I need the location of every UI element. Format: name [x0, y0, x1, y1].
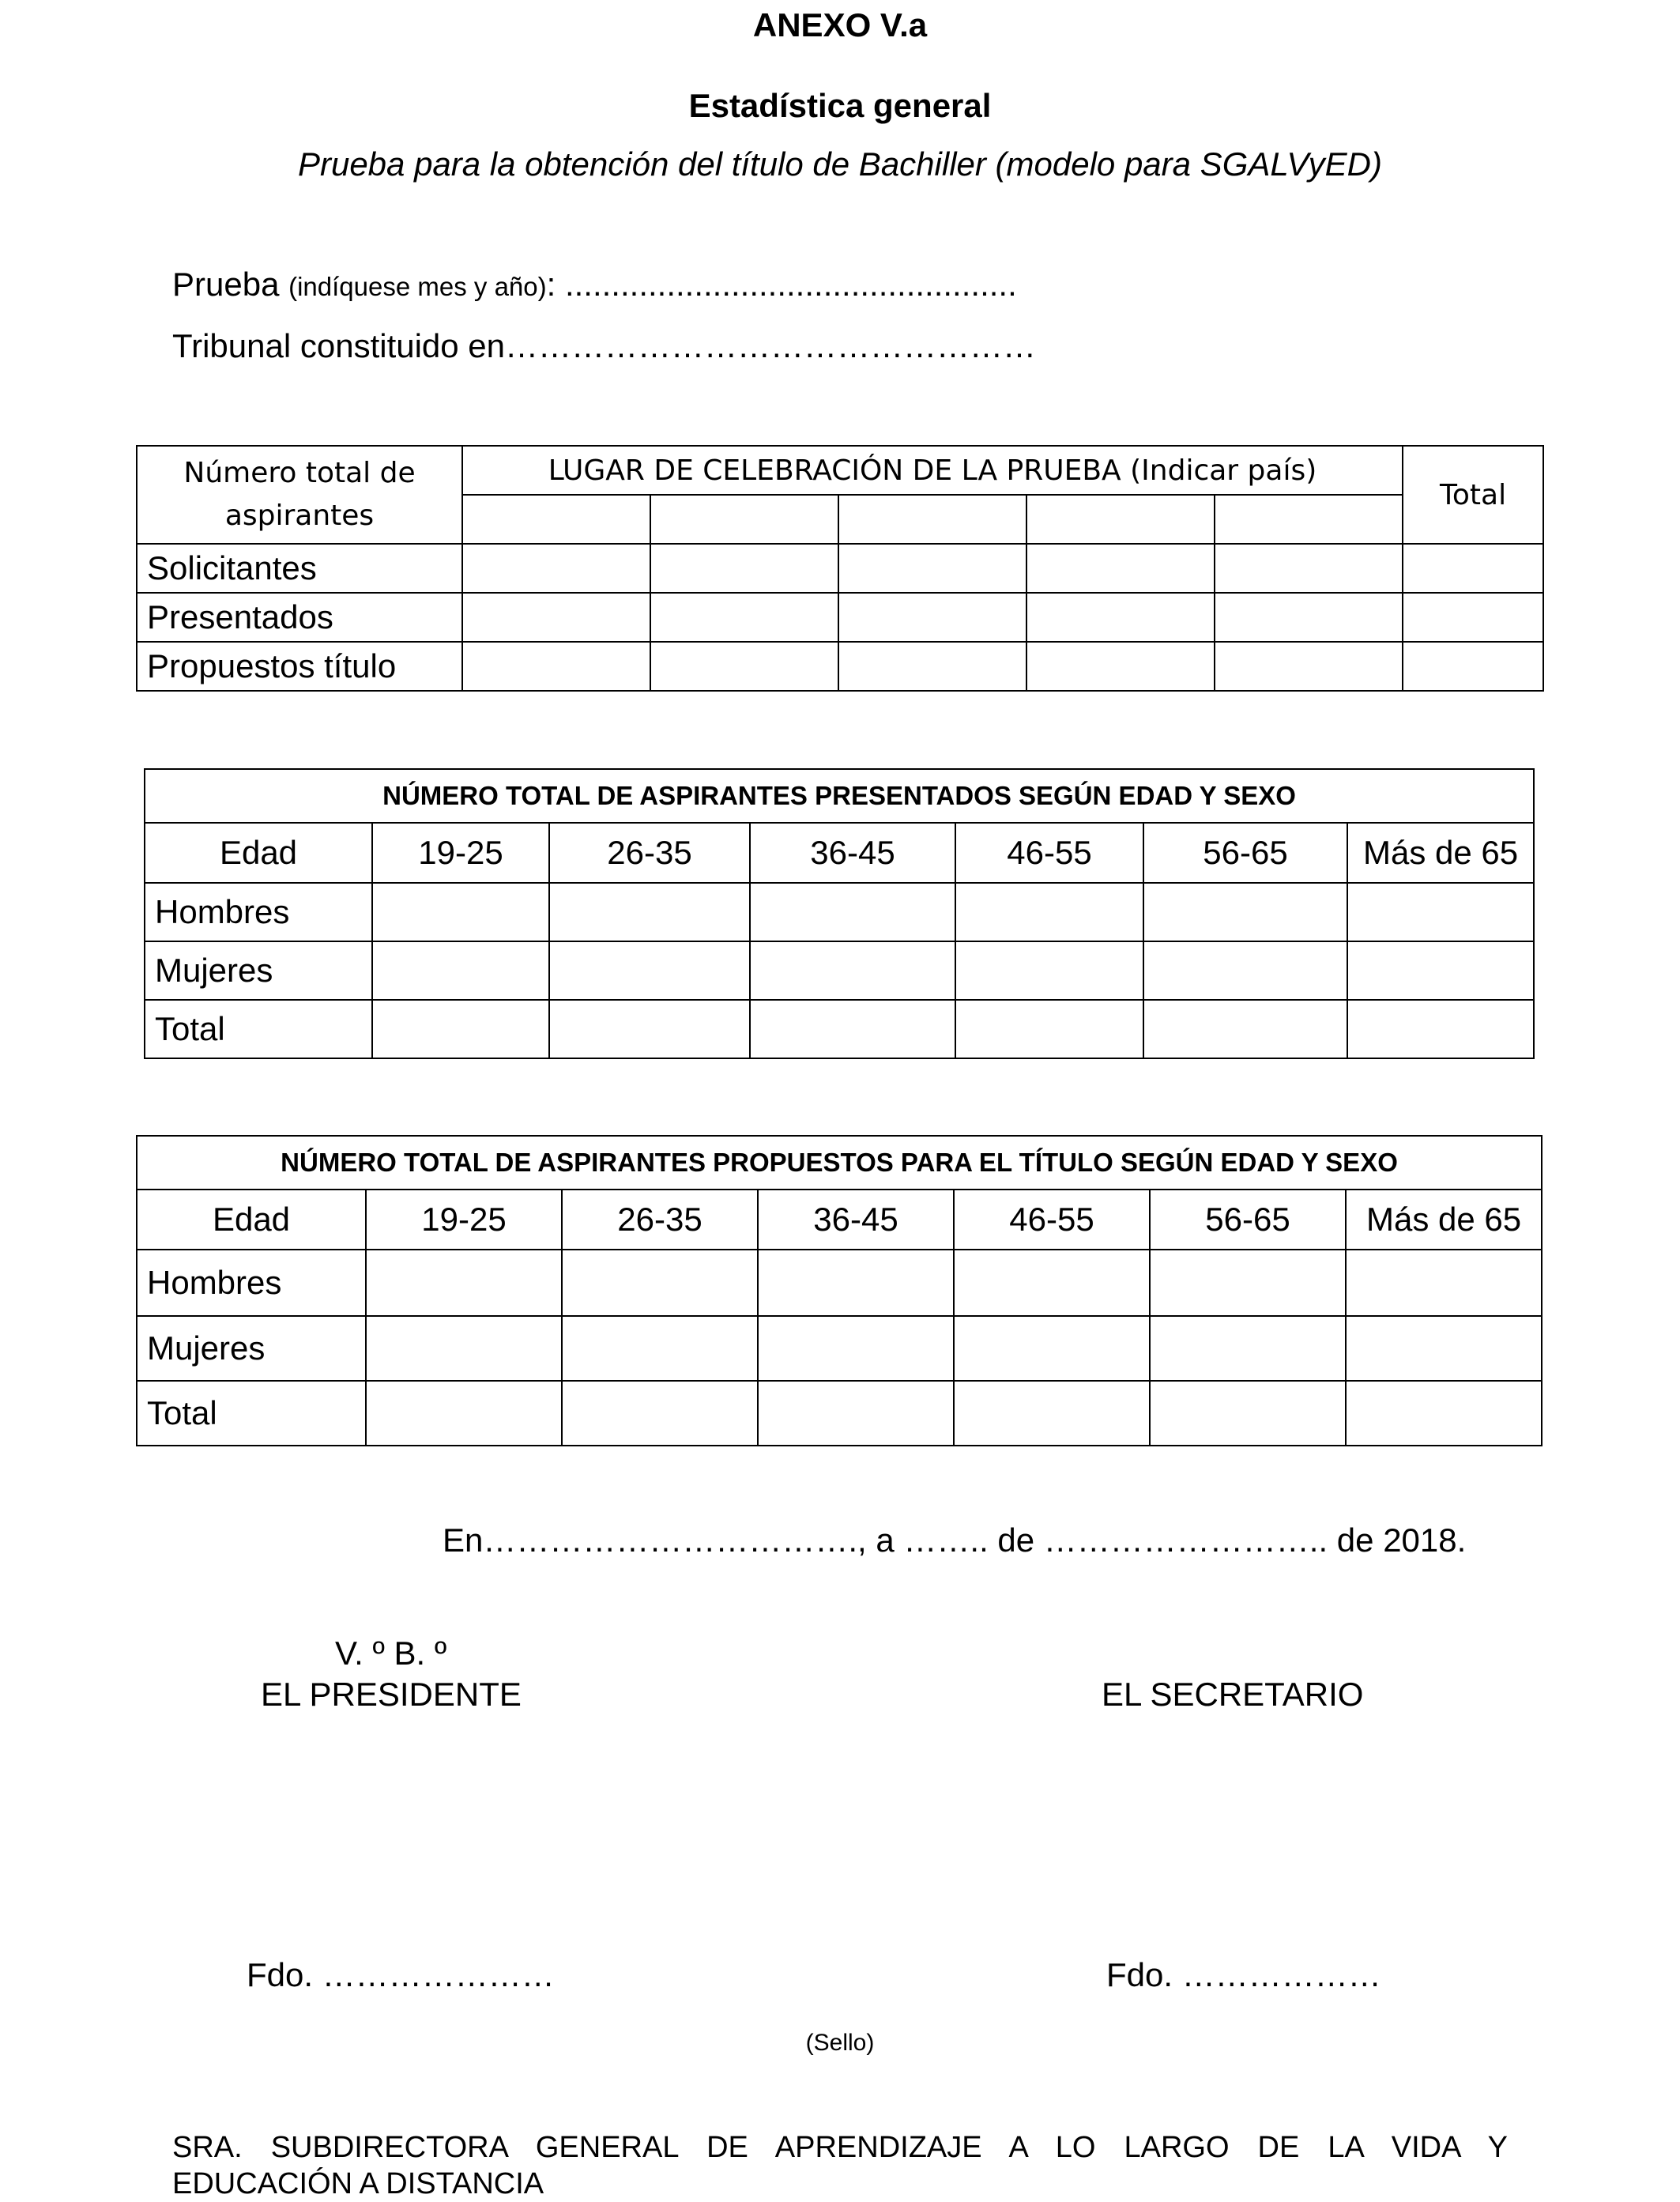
col-header-edad: Edad: [137, 1190, 366, 1250]
prueba-label: Prueba: [172, 266, 280, 303]
data-cell[interactable]: [955, 1000, 1143, 1058]
data-cell[interactable]: [1347, 1000, 1534, 1058]
country-cell[interactable]: [462, 495, 650, 544]
table-title: NÚMERO TOTAL DE ASPIRANTES PRESENTADOS SEGÚN EDAD Y SEXO: [145, 769, 1534, 823]
table-row: [137, 544, 1543, 593]
data-cell[interactable]: [758, 1316, 954, 1381]
table-lugar-celebracion: [136, 445, 1544, 692]
data-cell[interactable]: [549, 1000, 750, 1058]
col-header: 19-25: [372, 823, 549, 883]
country-cell[interactable]: [1026, 495, 1215, 544]
prueba-hint: (indíquese mes y año): [288, 272, 547, 301]
prueba-dots: : .................................................: [546, 266, 1017, 303]
president-label: EL PRESIDENTE: [261, 1676, 522, 1713]
col-header: 56-65: [1150, 1190, 1346, 1250]
data-cell[interactable]: [955, 883, 1143, 941]
data-cell[interactable]: [549, 941, 750, 1000]
document-title: ANEXO V.a: [752, 6, 928, 43]
table-row: [145, 941, 1534, 1000]
data-cell[interactable]: [1026, 544, 1215, 593]
data-cell[interactable]: [1150, 1316, 1346, 1381]
data-cell[interactable]: [1143, 883, 1347, 941]
data-cell[interactable]: [462, 593, 650, 642]
col-header: 36-45: [758, 1190, 954, 1250]
data-cell[interactable]: [1215, 642, 1403, 691]
row-label-solicitantes: Solicitantes: [137, 544, 462, 593]
date-place-line[interactable]: En……………………………., a …….. de …………………….. de 2018.: [443, 1521, 1467, 1559]
table-title: NÚMERO TOTAL DE ASPIRANTES PROPUESTOS PARA EL TÍTULO SEGÚN EDAD Y SEXO: [137, 1136, 1542, 1190]
data-cell[interactable]: [954, 1250, 1150, 1316]
data-cell[interactable]: [1143, 1000, 1347, 1058]
data-cell[interactable]: [954, 1381, 1150, 1446]
data-cell[interactable]: [750, 883, 955, 941]
data-cell[interactable]: [955, 941, 1143, 1000]
data-cell[interactable]: [1026, 593, 1215, 642]
corner-header: Número total de aspirantes: [137, 446, 462, 544]
data-cell[interactable]: [1347, 941, 1534, 1000]
data-cell[interactable]: [462, 642, 650, 691]
country-cell[interactable]: [1215, 495, 1403, 544]
data-cell[interactable]: [650, 544, 838, 593]
table-row: [145, 1000, 1534, 1058]
table-row: [137, 642, 1543, 691]
data-cell[interactable]: [838, 544, 1026, 593]
secretary-signature-line[interactable]: Fdo. ………………: [1106, 1956, 1381, 1993]
row-label-propuestos: Propuestos título: [137, 642, 462, 691]
country-cell[interactable]: [650, 495, 838, 544]
data-cell[interactable]: [1143, 941, 1347, 1000]
col-header: Más de 65: [1346, 1190, 1542, 1250]
data-cell[interactable]: [1215, 593, 1403, 642]
data-cell[interactable]: [650, 593, 838, 642]
row-label-total: Total: [137, 1381, 366, 1446]
data-cell[interactable]: [366, 1381, 562, 1446]
col-header: 46-55: [954, 1190, 1150, 1250]
col-header: 46-55: [955, 823, 1143, 883]
table-row: [137, 593, 1543, 642]
col-header: 56-65: [1143, 823, 1347, 883]
country-cell[interactable]: [838, 495, 1026, 544]
data-cell[interactable]: [1150, 1250, 1346, 1316]
row-label-hombres: Hombres: [145, 883, 372, 941]
addressee-line-1: SRA. SUBDIRECTORA GENERAL DE APRENDIZAJE A LO LARGO DE LA VIDA Y: [172, 2131, 1508, 2164]
data-cell[interactable]: [758, 1381, 954, 1446]
data-cell[interactable]: [1150, 1381, 1346, 1446]
secretary-label: EL SECRETARIO: [1102, 1676, 1364, 1713]
data-cell[interactable]: [1346, 1381, 1542, 1446]
data-cell[interactable]: [1403, 642, 1543, 691]
table-row: [145, 883, 1534, 941]
data-cell[interactable]: [462, 544, 650, 593]
data-cell[interactable]: [838, 593, 1026, 642]
vobo-label: V. º B. º: [335, 1635, 447, 1672]
data-cell[interactable]: [838, 642, 1026, 691]
data-cell[interactable]: [372, 941, 549, 1000]
prueba-field[interactable]: [172, 266, 1017, 304]
table-presentados-edad-sexo: [144, 768, 1535, 1059]
col-header: 36-45: [750, 823, 955, 883]
data-cell[interactable]: [1403, 544, 1543, 593]
data-cell[interactable]: [1346, 1250, 1542, 1316]
row-label-hombres: Hombres: [137, 1250, 366, 1316]
table-row: [137, 1381, 1542, 1446]
row-label-mujeres: Mujeres: [137, 1316, 366, 1381]
row-label-mujeres: Mujeres: [145, 941, 372, 1000]
president-signature-line[interactable]: Fdo. …………………: [247, 1956, 555, 1993]
data-cell[interactable]: [1346, 1316, 1542, 1381]
data-cell[interactable]: [366, 1316, 562, 1381]
col-header: 26-35: [549, 823, 750, 883]
col-header-edad: Edad: [145, 823, 372, 883]
tribunal-field[interactable]: Tribunal constituido en…………………………………………: [172, 327, 1037, 364]
total-header: Total: [1403, 446, 1543, 544]
row-label-total: Total: [145, 1000, 372, 1058]
col-header: Más de 65: [1347, 823, 1534, 883]
lugar-header: LUGAR DE CELEBRACIÓN DE LA PRUEBA (Indicar país): [462, 446, 1403, 495]
data-cell[interactable]: [758, 1250, 954, 1316]
document-subtitle: Estadística general: [688, 87, 992, 124]
data-cell[interactable]: [372, 883, 549, 941]
table-row: [137, 1250, 1542, 1316]
data-cell[interactable]: [562, 1316, 758, 1381]
table-row: [137, 1316, 1542, 1381]
data-cell[interactable]: [650, 642, 838, 691]
document-description: Prueba para la obtención del título de Bachiller (modelo para SGALVyED): [297, 145, 1383, 183]
data-cell[interactable]: [750, 941, 955, 1000]
col-header: 26-35: [562, 1190, 758, 1250]
data-cell[interactable]: [549, 883, 750, 941]
data-cell[interactable]: [1347, 883, 1534, 941]
data-cell[interactable]: [1215, 544, 1403, 593]
data-cell[interactable]: [372, 1000, 549, 1058]
table-propuestos-edad-sexo: [136, 1135, 1543, 1446]
data-cell[interactable]: [562, 1381, 758, 1446]
data-cell[interactable]: [562, 1250, 758, 1316]
data-cell[interactable]: [1026, 642, 1215, 691]
col-header: 19-25: [366, 1190, 562, 1250]
data-cell[interactable]: [750, 1000, 955, 1058]
data-cell[interactable]: [1403, 593, 1543, 642]
data-cell[interactable]: [366, 1250, 562, 1316]
row-label-presentados: Presentados: [137, 593, 462, 642]
addressee-line-2: EDUCACIÓN A DISTANCIA: [172, 2167, 544, 2200]
data-cell[interactable]: [954, 1316, 1150, 1381]
sello-label: (Sello): [805, 2030, 875, 2056]
